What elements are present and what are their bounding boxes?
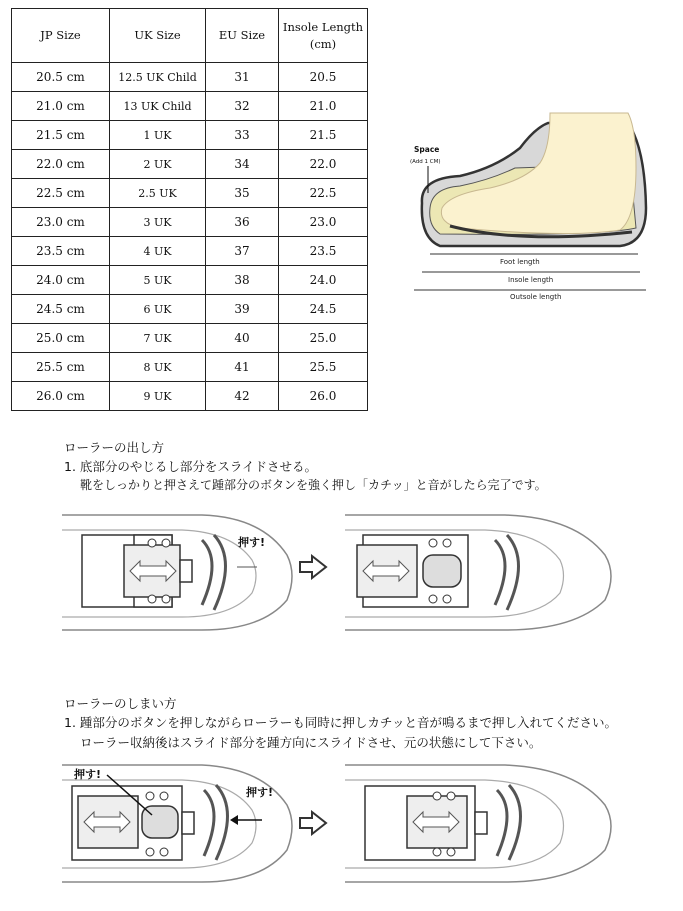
table-row: [12, 237, 368, 266]
header-eu-size: EU Size: [206, 9, 279, 63]
cell-insole-length: 24.5: [279, 295, 368, 324]
table-row: [12, 63, 368, 92]
push-label-heel: 押す!: [246, 786, 274, 799]
cell-eu-size: 39: [206, 295, 279, 324]
cell-jp-size: 21.0 cm: [12, 92, 110, 121]
cell-insole-length: 20.5: [279, 63, 368, 92]
cell-jp-size: 23.5 cm: [12, 237, 110, 266]
cell-jp-size: 20.5 cm: [12, 63, 110, 92]
cell-insole-length: 22.0: [279, 150, 368, 179]
table-row: [12, 353, 368, 382]
foot-length-diagram: [400, 108, 650, 313]
cell-uk-size: 9 UK: [110, 382, 206, 411]
space-label: Space: [414, 145, 440, 154]
cell-uk-size: 8 UK: [110, 353, 206, 382]
cell-insole-length: 21.0: [279, 92, 368, 121]
table-row: [12, 324, 368, 353]
cell-uk-size: 2 UK: [110, 150, 206, 179]
cell-eu-size: 35: [206, 179, 279, 208]
cell-insole-length: 26.0: [279, 382, 368, 411]
table-row: [12, 382, 368, 411]
cell-uk-size: 6 UK: [110, 295, 206, 324]
cell-eu-size: 42: [206, 382, 279, 411]
cell-eu-size: 37: [206, 237, 279, 266]
cell-jp-size: 21.5 cm: [12, 121, 110, 150]
cell-uk-size: 5 UK: [110, 266, 206, 295]
right-arrow-icon: [298, 810, 328, 836]
roller-in-title: ローラーのしまい方: [64, 696, 177, 711]
cell-uk-size: 13 UK Child: [110, 92, 206, 121]
cell-eu-size: 40: [206, 324, 279, 353]
cell-eu-size: 36: [206, 208, 279, 237]
cell-eu-size: 31: [206, 63, 279, 92]
cell-eu-size: 33: [206, 121, 279, 150]
table-header-row: [12, 9, 368, 63]
roller-in-step1: 1. 踵部分のボタンを押しながらローラーも同時に押しカチッと音が鳴るまで押し入れてください。: [64, 715, 618, 730]
cell-jp-size: 24.0 cm: [12, 266, 110, 295]
cell-eu-size: 34: [206, 150, 279, 179]
cell-eu-size: 41: [206, 353, 279, 382]
insole-length-label: Insole length: [508, 276, 554, 284]
table-row: [12, 121, 368, 150]
cell-jp-size: 24.5 cm: [12, 295, 110, 324]
space-sub-label: (Add 1 CM): [410, 159, 441, 165]
cell-jp-size: 22.0 cm: [12, 150, 110, 179]
table-row: [12, 92, 368, 121]
heel-diagram-after: [345, 505, 625, 635]
right-arrow-icon: [298, 554, 328, 580]
size-table: [11, 8, 368, 411]
cell-uk-size: 1 UK: [110, 121, 206, 150]
heel-diagram-before: [62, 505, 302, 635]
table-row: [12, 208, 368, 237]
cell-uk-size: 7 UK: [110, 324, 206, 353]
cell-uk-size: 12.5 UK Child: [110, 63, 206, 92]
cell-eu-size: 32: [206, 92, 279, 121]
table-row: [12, 179, 368, 208]
push-label-out: 押す!: [238, 536, 266, 549]
header-jp-size: JP Size: [12, 9, 110, 63]
cell-jp-size: 23.0 cm: [12, 208, 110, 237]
outsole-length-label: Outsole length: [510, 293, 562, 301]
roller-out-title: ローラーの出し方: [64, 440, 165, 455]
cell-insole-length: 25.0: [279, 324, 368, 353]
cell-uk-size: 2.5 UK: [110, 179, 206, 208]
cell-insole-length: 25.5: [279, 353, 368, 382]
cell-uk-size: 4 UK: [110, 237, 206, 266]
table-row: [12, 266, 368, 295]
foot-length-label: Foot length: [500, 258, 540, 266]
cell-jp-size: 26.0 cm: [12, 382, 110, 411]
cell-jp-size: 22.5 cm: [12, 179, 110, 208]
cell-uk-size: 3 UK: [110, 208, 206, 237]
heel-diagram-stored: [345, 760, 625, 890]
cell-insole-length: 21.5: [279, 121, 368, 150]
roller-out-step2: 靴をしっかりと押さえて踵部分のボタンを強く押し「カチッ」と音がしたら完了です。: [80, 478, 547, 492]
roller-out-step1: 1. 底部分のやじるし部分をスライドさせる。: [64, 459, 318, 474]
cell-insole-length: 24.0: [279, 266, 368, 295]
header-insole-length: Insole Length (cm): [279, 9, 368, 63]
cell-insole-length: 23.5: [279, 237, 368, 266]
table-row: [12, 295, 368, 324]
header-uk-size: UK Size: [110, 9, 206, 63]
cell-insole-length: 22.5: [279, 179, 368, 208]
roller-in-step2: ローラー収納後はスライド部分を踵方向にスライドさせ、元の状態にして下さい。: [80, 735, 542, 750]
cell-insole-length: 23.0: [279, 208, 368, 237]
cell-jp-size: 25.5 cm: [12, 353, 110, 382]
cell-eu-size: 38: [206, 266, 279, 295]
table-row: [12, 150, 368, 179]
push-label-roller: 押す!: [74, 768, 102, 781]
cell-jp-size: 25.0 cm: [12, 324, 110, 353]
